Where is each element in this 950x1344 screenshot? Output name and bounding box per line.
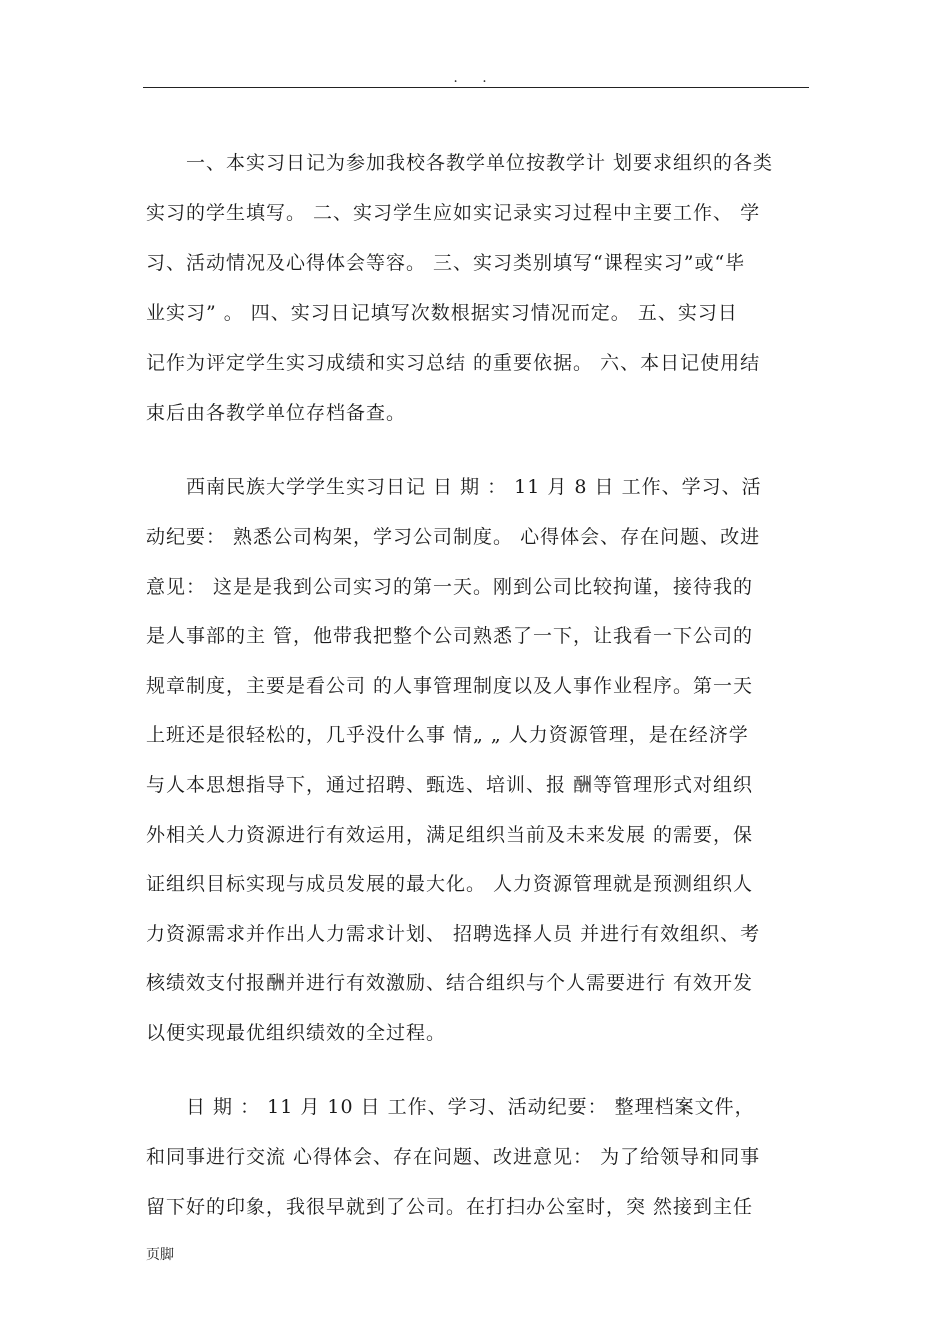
text-line: 西南民族大学学生实习日记 日 期 ： 11 月 8 日 工作、学习、活 [146, 476, 762, 498]
text-line: 核绩效支付报酬并进行有效激励、结合组织与个人需要进行 有效开发 [146, 972, 754, 994]
text-line: 日 期 ： 11 月 10 日 工作、学习、活动纪要： 整理档案文件， [146, 1096, 755, 1118]
text-line: 记作为评定学生实习成绩和实习总结 的重要依据。 六、本日记使用结 [146, 352, 761, 374]
text-line: 上班还是很轻松的，几乎没什么事 情„ „ 人力资源管理，是在经济学 [146, 724, 749, 746]
text-line: 实习的学生填写。 二、实习学生应如实记录实习过程中主要工作、 学 [146, 202, 761, 224]
text-line: 证组织目标实现与成员发展的最大化。 人力资源管理就是预测组织人 [146, 873, 754, 895]
text-line: 一、本实习日记为参加我校各教学单位按教学计 划要求组织的各类 [146, 152, 774, 174]
text-line: 束后由各教学单位存档备查。 [146, 402, 407, 424]
text-line: 意见： 这是是我到公司实习的第一天。刚到公司比较拘谨，接待我的 [146, 576, 754, 598]
text-line: 习、活动情况及心得体会等容。 三、实习类别填写“课程实习”或“毕 [146, 252, 746, 274]
text-line: 规章制度，主要是看公司 的人事管理制度以及人事作业程序。第一天 [146, 675, 754, 697]
text-line: 动纪要： 熟悉公司构架，学习公司制度。 心得体会、存在问题、改进 [146, 526, 761, 548]
text-line: 留下好的印象，我很早就到了公司。在打扫办公室时，突 然接到主任 [146, 1196, 754, 1218]
page-footer: 页脚 [146, 1247, 174, 1263]
text-line: 是人事部的主 管，他带我把整个公司熟悉了一下，让我看一下公司的 [146, 625, 754, 647]
text-line: 外相关人力资源进行有效运用，满足组织当前及未来发展 的需要，保 [146, 824, 754, 846]
text-line: 与人本思想指导下，通过招聘、甄选、培训、报 酬等管理形式对组织 [146, 774, 754, 796]
text-line: 以便实现最优组织绩效的全过程。 [146, 1022, 447, 1044]
header-rule [143, 87, 809, 88]
text-line: 业实习” 。 四、实习日记填写次数根据实习情况而定。 五、实习日 [146, 302, 738, 324]
header-text: . . [453, 70, 497, 86]
text-line: 和同事进行交流 心得体会、存在问题、改进意见： 为了给领导和同事 [146, 1146, 761, 1168]
text-line: 力资源需求并作出人力需求计划、 招聘选择人员 并进行有效组织、考 [146, 923, 761, 945]
